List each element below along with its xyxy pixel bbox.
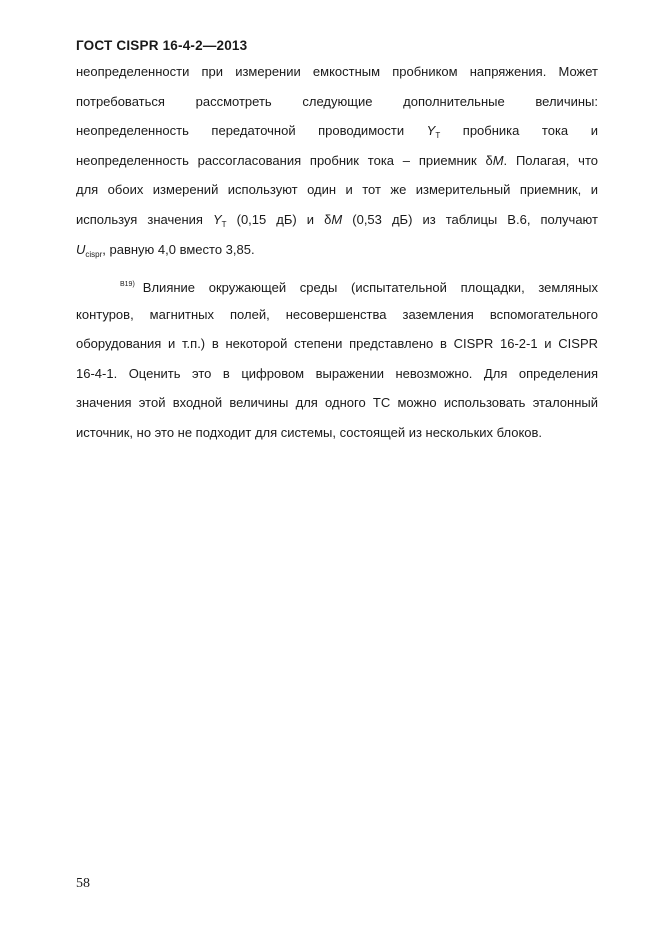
symbol-y: Y (426, 123, 436, 139)
symbol-subscript: T (435, 131, 441, 141)
text-line (76, 146, 598, 176)
page-number: 58 (76, 876, 90, 891)
text-line: потребоваться рассмотреть следующие дополнительные величины: (76, 93, 598, 109)
paragraph-environment (76, 270, 598, 448)
symbol-subscript: cispr (85, 249, 103, 259)
text-line: значения этой входной величины для одного ТС можно использовать эталонный (76, 395, 598, 411)
text-fragment: неопределенность рассогласования пробник тока – приемник δ (76, 152, 493, 168)
text-line: для обоих измерений используют один и тот же измерительный приемник, и (76, 182, 598, 198)
text-fragment: (0,15 дБ) и δ (236, 211, 332, 227)
text-line: неопределенности при измерении емкостным пробником напряжения. Может (76, 64, 598, 79)
text-line: оборудования и т.п.) в некоторой степени представлено в CISPR 16-2-1 и CISPR (76, 336, 598, 352)
text-fragment: используя значения (76, 211, 203, 227)
symbol-m: M (331, 211, 343, 227)
text-line: контуров, магнитных полей, несовершенства заземления вспомогательного (76, 306, 598, 322)
text-line: 16-4-1. Оценить это в цифровом выражении невозможно. Для определения (76, 365, 598, 381)
document-header: ГОСТ CISPR 16-4-2—2013 (76, 38, 248, 53)
text-fragment: . Полагая, что (503, 152, 598, 168)
symbol-y: Y (213, 211, 222, 227)
text-line (76, 116, 598, 146)
paragraph-uncertainty (76, 57, 598, 264)
text-fragment: (0,53 дБ) из таблицы В.6, получают (352, 211, 598, 227)
text-fragment: , равную 4,0 вместо 3,85. (102, 241, 255, 257)
text-fragment: пробника тока и (462, 123, 598, 139)
symbol-m: M (492, 152, 504, 168)
text-fragment: неопределенность передаточной проводимости (76, 123, 405, 139)
symbol-u: U (76, 241, 86, 257)
text-line (76, 205, 598, 235)
symbol-subscript: T (221, 219, 227, 229)
text-line (76, 235, 598, 265)
text-line: источник, но это не подходит для системы, состоящей из нескольких блоков. (76, 424, 543, 440)
note-marker: В19) (120, 281, 135, 288)
text-fragment: Влияние окружающей среды (испытательной площадки, земляных (142, 280, 598, 295)
text-line (76, 270, 598, 300)
